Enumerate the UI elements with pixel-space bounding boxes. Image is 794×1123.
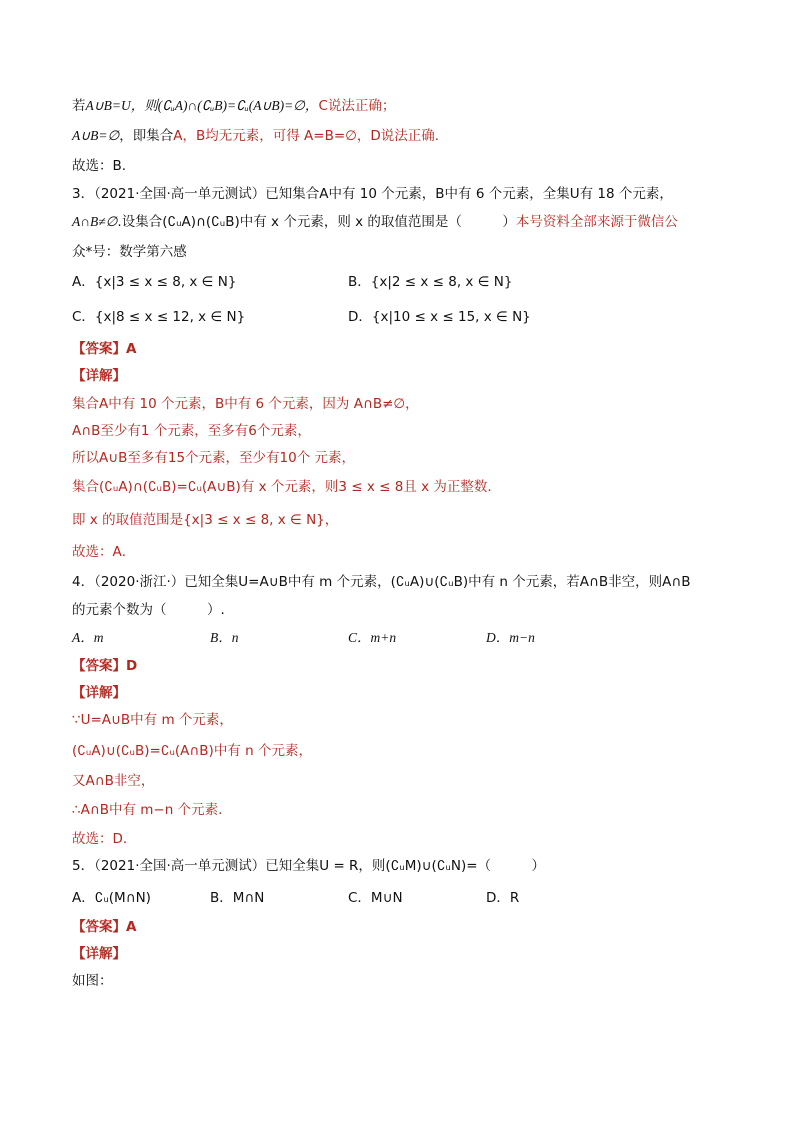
prev-choice-line: 故选：B. bbox=[72, 158, 127, 174]
q4-option-a: A．m bbox=[72, 630, 104, 645]
q4-option-c: C．m+n bbox=[348, 630, 397, 645]
q3-solution-line-3: 所以A∪B至多有15个元素，至少有10个 元素， bbox=[72, 450, 356, 466]
text: 若 bbox=[72, 98, 86, 114]
question-3-stem-line-1: 3．（2021·全国·高一单元测试）已知集合A中有 10 个元素，B中有 6 个元素，全集U有 18 个元素， bbox=[72, 186, 673, 202]
q5-option-b: B．M∩N bbox=[210, 890, 265, 906]
q5-solution-line-1: 如图： bbox=[72, 973, 113, 989]
q3-solution-line-5: 即 x 的取值范围是{x|3 ≤ x ≤ 8, x ∈ N}， bbox=[72, 512, 339, 528]
text: ，即集合 bbox=[119, 128, 174, 144]
q4-option-d: D．m−n bbox=[486, 630, 535, 645]
q3-option-a: A．{x|3 ≤ x ≤ 8, x ∈ N} bbox=[72, 274, 237, 290]
q4-solution-line-4: ∴A∩B中有 m−n 个元素. bbox=[72, 802, 223, 818]
question-3-stem-line-3: 众*号：数学第六感 bbox=[72, 244, 187, 260]
prev-solution-line-1 bbox=[72, 96, 395, 116]
q3-answer-label: 【答案】A bbox=[72, 341, 137, 357]
text: .设集合(∁ᵤA)∩(∁ᵤB)中有 x 个元素，则 x 的取值范围是（ ） bbox=[117, 214, 516, 230]
q3-detail-label: 【详解】 bbox=[72, 368, 126, 384]
q5-option-d: D．R bbox=[486, 890, 520, 906]
math-expression: A∪B=∅ bbox=[72, 128, 120, 143]
math-expression: A∪B=U，则(∁ᵤA)∩(∁ᵤB)=∁ᵤ(A∪B)=∅， bbox=[85, 98, 319, 113]
q4-solution-line-3: 又A∩B非空， bbox=[72, 773, 155, 789]
q3-choice-line: 故选：A． bbox=[72, 544, 136, 560]
question-4-stem-line-1: 4．（2020·浙江·）已知全集U=A∪B中有 m 个元素，(∁ᵤA)∪(∁ᵤB)中有 n 个元素，若A∩B非空，则A∩B bbox=[72, 574, 691, 590]
q3-solution-line-1: 集合A中有 10 个元素，B中有 6 个元素，因为 A∩B≠∅， bbox=[72, 396, 419, 412]
math-expression: A∩B≠∅ bbox=[72, 214, 118, 229]
q3-option-d: D．{x|10 ≤ x ≤ 15, x ∈ N} bbox=[348, 309, 531, 325]
q4-choice-line: 故选：D． bbox=[72, 831, 137, 847]
q5-answer-label: 【答案】A bbox=[72, 919, 137, 935]
question-4-stem-line-2: 的元素个数为（ ）. bbox=[72, 602, 225, 618]
q3-option-c: C．{x|8 ≤ x ≤ 12, x ∈ N} bbox=[72, 309, 246, 325]
q4-option-b: B．n bbox=[210, 630, 239, 645]
q5-option-a: A．∁ᵤ(M∩N) bbox=[72, 890, 151, 906]
q5-detail-label: 【详解】 bbox=[72, 946, 126, 962]
q4-answer-label: 【答案】D bbox=[72, 658, 138, 674]
q4-solution-line-1: ∵U=A∪B中有 m 个元素， bbox=[72, 712, 233, 728]
q4-detail-label: 【详解】 bbox=[72, 685, 126, 701]
question-5-stem-line-1: 5．（2021·全国·高一单元测试）已知全集U = R，则(∁ᵤM)∪(∁ᵤN)=（ ） bbox=[72, 858, 546, 874]
q3-solution-line-4: 集合(∁ᵤA)∩(∁ᵤB)=∁ᵤ(A∪B)有 x 个元素，则3 ≤ x ≤ 8且 x 为正整数. bbox=[72, 479, 492, 495]
text-red: C说法正确； bbox=[318, 98, 396, 114]
text-red: 本号资料全部来源于微信公 bbox=[515, 214, 678, 230]
question-3-stem-line-2 bbox=[72, 212, 678, 232]
q5-option-c: C．M∪N bbox=[348, 890, 403, 906]
text-red: A，B均无元素，可得 A=B=∅，D说法正确. bbox=[173, 128, 440, 144]
q3-solution-line-2: A∩B至少有1 个元素，至多有6个元素， bbox=[72, 423, 311, 439]
q3-option-b: B．{x|2 ≤ x ≤ 8, x ∈ N} bbox=[348, 274, 513, 290]
prev-solution-line-2 bbox=[72, 126, 439, 146]
q4-solution-line-2: (∁ᵤA)∪(∁ᵤB)=∁ᵤ(A∩B)中有 n 个元素， bbox=[72, 743, 312, 759]
